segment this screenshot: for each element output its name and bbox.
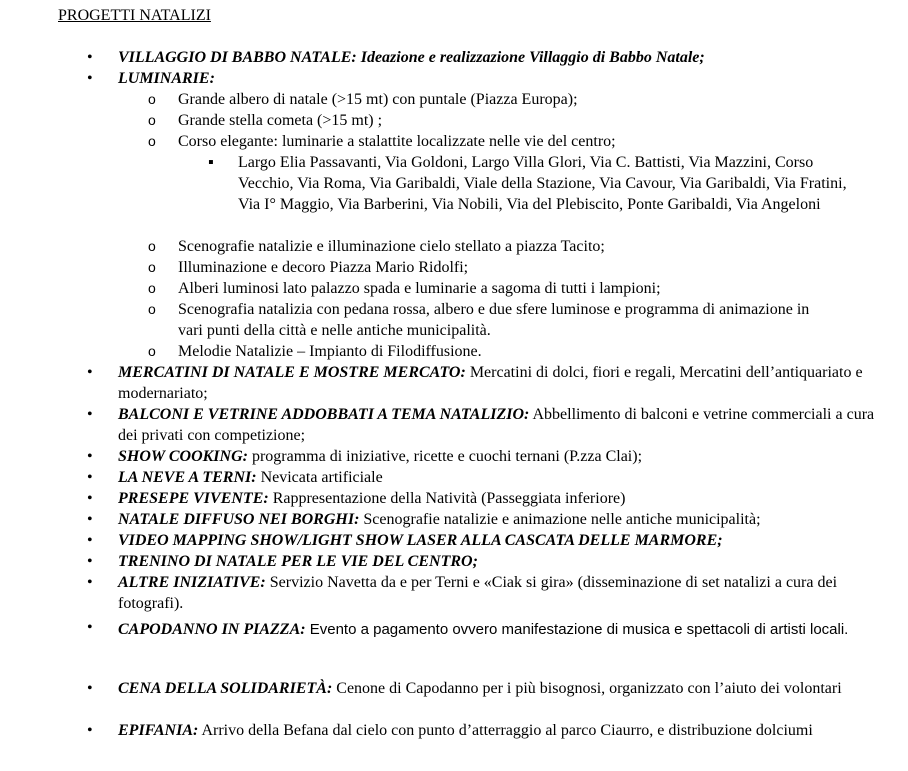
list-item-trenino xyxy=(87,551,878,572)
sub-item-text: Scenografia natalizia con pedana rossa, albero e due sfere luminose e programma di animazione in vari punti della città e nelle antiche municipalità. xyxy=(178,301,810,339)
list-item-balconi xyxy=(87,404,878,446)
street-list xyxy=(208,152,868,215)
sub-item xyxy=(148,236,818,257)
bullet: • xyxy=(87,448,93,465)
list-item-mercatini xyxy=(87,362,878,404)
sub-bullet: o xyxy=(148,238,156,254)
sub-bullet: o xyxy=(148,112,156,128)
sub-bullet: o xyxy=(148,280,156,296)
item-heading: PRESEPE VIVENTE: xyxy=(118,490,269,507)
item-heading: MERCATINI DI NATALE E MOSTRE MERCATO: xyxy=(118,364,466,381)
list-item-show-cooking xyxy=(87,446,878,467)
bullet: • xyxy=(87,70,93,87)
item-text: Mercatini di dolci, fiori e regali, Mercatini dell’antiquariato e modernariato; xyxy=(118,364,863,402)
list-item-video-mapping xyxy=(87,530,878,551)
sub-item xyxy=(148,257,818,278)
sub-item-text: Grande stella cometa (>15 mt) ; xyxy=(178,112,383,129)
bullet: • xyxy=(87,49,93,66)
street-list-text: Largo Elia Passavanti, Via Goldoni, Largo Villa Glori, Via C. Battisti, Via Mazzini, Corso Vecchio, Via Roma, Via Garibaldi, Viale della Stazione, Via Cavour, Via Garibaldi, Via Fratini, Via I° Maggio, Via Barberini, Via Nobili, Via del Plebiscito, Ponte Garibaldi, Via Angeloni xyxy=(238,154,847,213)
list-item-natale-diffuso xyxy=(87,509,878,530)
item-text: Arrivo della Befana dal cielo con punto d’atterraggio al parco Ciaurro, e distribuzione dolciumi xyxy=(198,722,813,739)
item-text: Evento a pagamento ovvero manifestazione di musica e spettacoli di artisti locali. xyxy=(305,621,849,638)
bullet: • xyxy=(87,722,93,739)
list-item-luminarie xyxy=(87,68,878,89)
item-text: Scenografie natalizie e animazione nelle antiche municipalità; xyxy=(359,511,761,528)
list-item-villaggio xyxy=(87,47,878,68)
item-text: Abbellimento di balconi e vetrine commerciali a cura dei privati con competizione; xyxy=(118,406,875,444)
item-heading: SHOW COOKING: xyxy=(118,448,248,465)
sub-item xyxy=(148,278,818,299)
sub-item-text: Alberi luminosi lato palazzo spada e luminarie a sagoma di tutti i lampioni; xyxy=(178,280,661,297)
bullet: • xyxy=(87,532,93,549)
bullet: • xyxy=(87,574,93,591)
item-heading: NATALE DIFFUSO NEI BORGHI: xyxy=(118,511,360,528)
list-item-altre-iniziative xyxy=(87,572,878,614)
item-text: Rappresentazione della Natività (Passeggiata inferiore) xyxy=(268,490,626,507)
item-heading: ALTRE INIZIATIVE: xyxy=(118,574,266,591)
sub-bullet: o xyxy=(148,259,156,275)
bullet: • xyxy=(87,553,93,570)
bullet: • xyxy=(87,364,93,381)
item-heading: LUMINARIE: xyxy=(118,70,215,87)
bullet: • xyxy=(87,511,93,528)
bullet: • xyxy=(87,469,93,486)
list-item-epifania xyxy=(87,720,878,741)
item-text: Nevicata artificiale xyxy=(256,469,383,486)
sub-item xyxy=(148,299,818,341)
item-heading: LA NEVE A TERNI: xyxy=(118,469,257,486)
sub-item-text: Illuminazione e decoro Piazza Mario Ridolfi; xyxy=(178,259,469,276)
sub-item xyxy=(148,110,818,131)
sub-item-text: Grande albero di natale (>15 mt) con puntale (Piazza Europa); xyxy=(178,91,578,108)
sub-item xyxy=(148,89,818,110)
sub-bullet: o xyxy=(148,343,156,359)
item-heading: CAPODANNO IN PIAZZA: xyxy=(118,621,306,638)
item-text: Servizio Navetta da e per Terni e «Ciak si gira» (disseminazione di set natalizi a cura dei fotografi). xyxy=(118,574,838,612)
sub-item xyxy=(148,131,818,152)
list-item-capodanno xyxy=(87,617,878,642)
sub-bullet: o xyxy=(148,91,156,107)
bullet: • xyxy=(87,619,93,636)
sub-item-text: Corso elegante: luminarie a stalattite localizzate nelle vie del centro; xyxy=(178,133,616,150)
sub-bullet: o xyxy=(148,133,156,149)
sub-item-text: Scenografie natalizie e illuminazione cielo stellato a piazza Tacito; xyxy=(178,238,605,255)
item-heading: CENA DELLA SOLIDARIETÀ: xyxy=(118,680,333,697)
item-heading: EPIFANIA: xyxy=(118,722,199,739)
item-heading: TRENINO DI NATALE PER LE VIE DEL CENTRO; xyxy=(118,553,478,570)
sub-item-text: Melodie Natalizie – Impianto di Filodiffusione. xyxy=(178,343,482,360)
item-heading: VIDEO MAPPING SHOW/LIGHT SHOW LASER ALLA CASCATA DELLE MARMORE; xyxy=(118,532,723,549)
item-text: Cenone di Capodanno per i più bisognosi, organizzato con l’aiuto dei volontari xyxy=(332,680,842,697)
page-title: PROGETTI NATALIZI xyxy=(58,7,211,24)
list-item-cena xyxy=(87,678,878,699)
list-item-neve xyxy=(87,467,878,488)
item-heading: VILLAGGIO DI BABBO NATALE: Ideazione e realizzazione Villaggio di Babbo Natale; xyxy=(118,49,705,66)
bullet: • xyxy=(87,490,93,507)
bullet: • xyxy=(87,680,93,697)
list-item-presepe xyxy=(87,488,878,509)
item-heading: BALCONI E VETRINE ADDOBBATI A TEMA NATALIZIO: xyxy=(118,406,530,423)
bullet: • xyxy=(87,406,93,423)
subsub-bullet: ▪ xyxy=(208,154,214,171)
item-text: programma di iniziative, ricette e cuochi ternani (P.zza Clai); xyxy=(247,448,643,465)
sub-item xyxy=(148,341,818,362)
sub-bullet: o xyxy=(148,301,156,317)
